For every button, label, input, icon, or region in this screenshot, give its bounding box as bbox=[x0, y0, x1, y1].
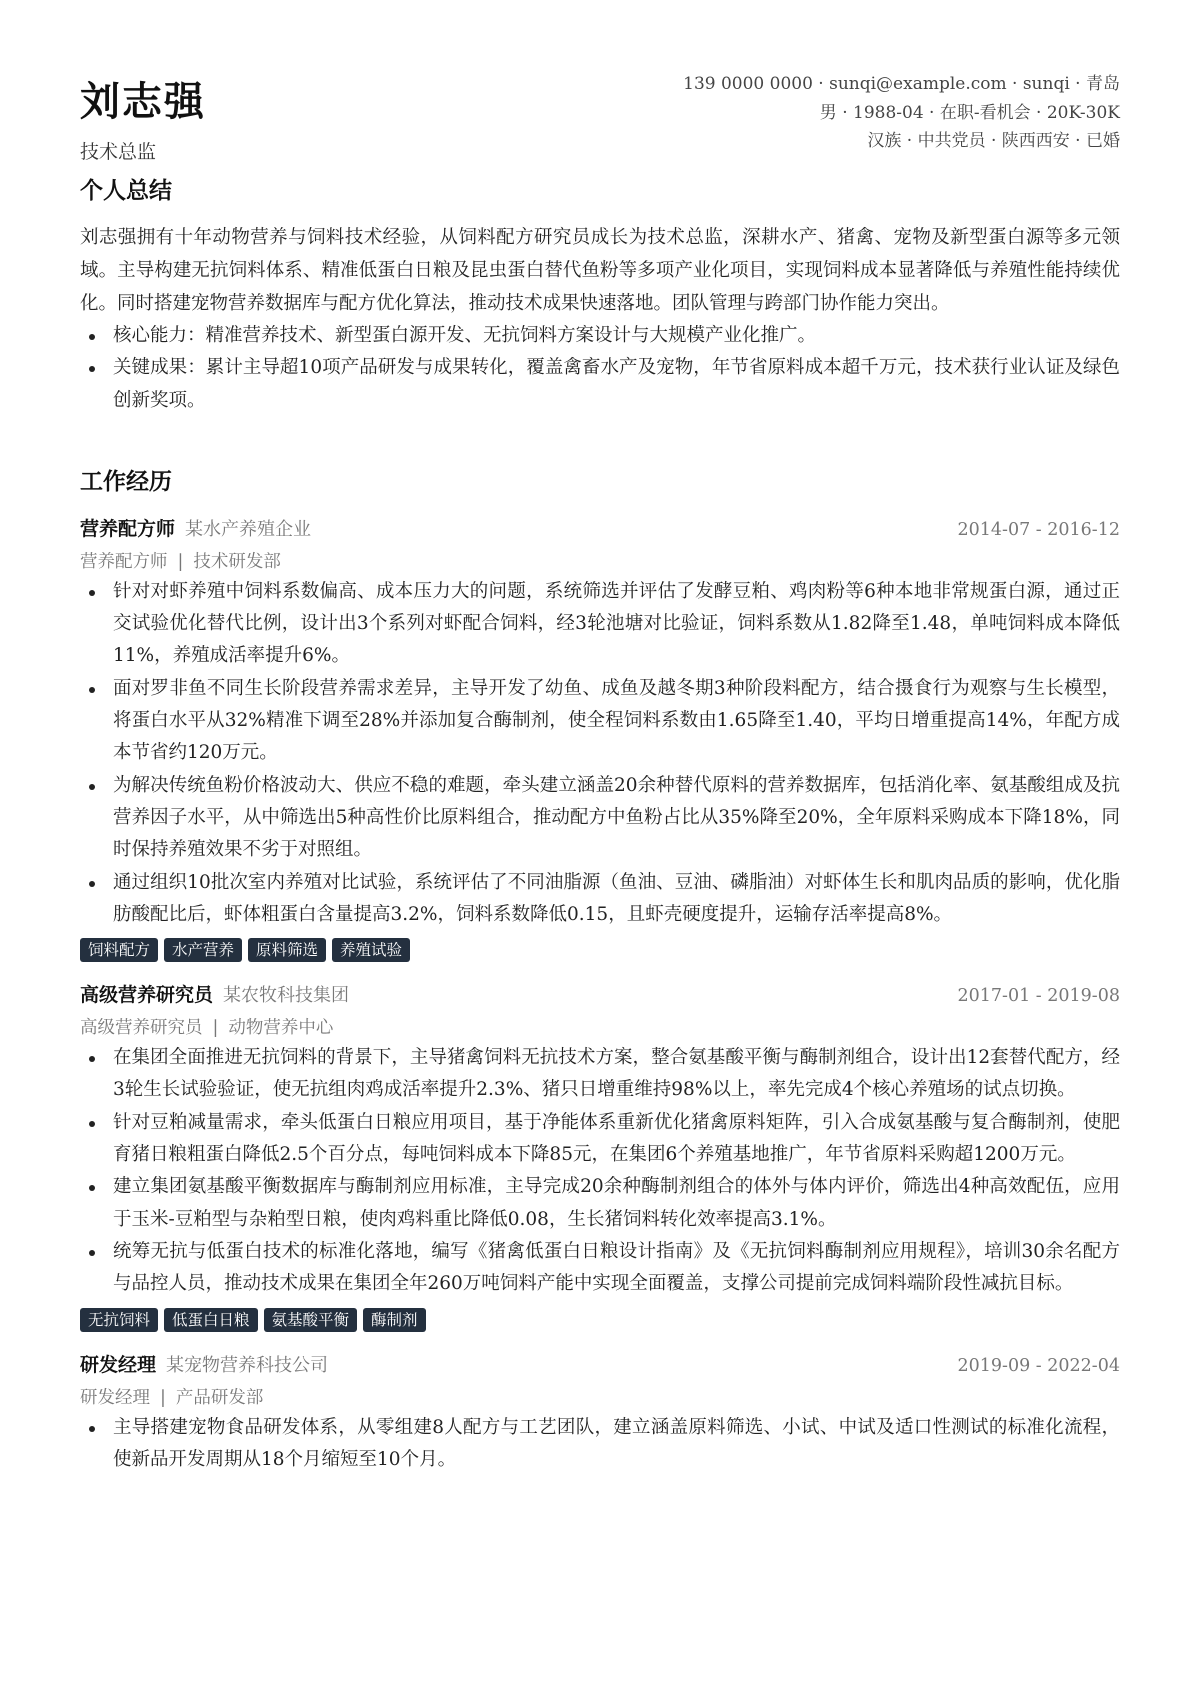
job-bullets bbox=[80, 576, 1120, 931]
job-position: 高级营养研究员 bbox=[80, 984, 214, 1007]
job-position: 营养配方师 bbox=[80, 517, 176, 540]
job-header bbox=[80, 980, 1120, 1008]
job-entry bbox=[80, 1350, 1120, 1477]
skill-tag: 氨基酸平衡 bbox=[264, 1308, 358, 1332]
skill-tag: 养殖试验 bbox=[332, 938, 410, 962]
job-bullet: 为解决传统鱼粉价格波动大、供应不稳的难题，牵头建立涵盖20余种替代原料的营养数据库，包括消化率、氨基酸组成及抗营养因子水平，从中筛选出5种高性价比原料组合，推动配方中鱼粉占比从35%降至20%，全年原料采购成本下降18%，同时保持养殖效果不劣于对照组。 bbox=[80, 770, 1120, 867]
job-company: 某农牧科技集团 bbox=[223, 985, 350, 1007]
skill-tag: 无抗饲料 bbox=[80, 1308, 158, 1332]
job-bullets bbox=[80, 1042, 1120, 1300]
job-company: 某水产养殖企业 bbox=[185, 518, 312, 540]
skill-tag: 水产营养 bbox=[164, 938, 242, 962]
skill-tag: 酶制剂 bbox=[363, 1308, 426, 1332]
summary-bullet: 关键成果：累计主导超10项产品研发与成果转化，覆盖禽畜水产及宠物，年节省原料成本超千万元，技术获行业认证及绿色创新奖项。 bbox=[80, 352, 1120, 417]
job-title-headline: 技术总监 bbox=[80, 141, 157, 163]
job-department: 动物营养中心 bbox=[228, 1018, 334, 1039]
skill-tags bbox=[80, 938, 1120, 962]
skill-tag: 低蛋白日粮 bbox=[164, 1308, 258, 1332]
job-department: 产品研发部 bbox=[175, 1387, 264, 1408]
job-role: 高级营养研究员 bbox=[80, 1018, 203, 1039]
contact-info bbox=[683, 70, 1120, 156]
contact-line: 139 0000 0000 · sunqi@example.com · sunqi · 青岛 bbox=[683, 74, 1120, 94]
summary-bullet: 核心能力：精准营养技术、新型蛋白源开发、无抗饲料方案设计与大规模产业化推广。 bbox=[80, 320, 1120, 352]
job-bullet: 主导搭建宠物食品研发体系，从零组建8人配方与工艺团队，建立涵盖原料筛选、小试、中试及适口性测试的标准化流程，使新品开发周期从18个月缩短至10个月。 bbox=[80, 1412, 1120, 1477]
skill-tag: 原料筛选 bbox=[248, 938, 326, 962]
job-bullets bbox=[80, 1412, 1120, 1477]
job-date: 2019-09 - 2022-04 bbox=[957, 1355, 1120, 1376]
work-heading: 工作经历 bbox=[80, 467, 172, 495]
job-company: 某宠物营养科技公司 bbox=[166, 1354, 329, 1376]
resume-header bbox=[80, 0, 1120, 151]
job-header bbox=[80, 1350, 1120, 1378]
job-bullet: 在集团全面推进无抗饲料的背景下，主导猪禽饲料无抗技术方案，整合氨基酸平衡与酶制剂组合，设计出12套替代配方，经3轮生长试验验证，使无抗组肉鸡成活率提升2.3%、猪只日增重维持98%以上，率先完成4个核心养殖场的试点切换。 bbox=[80, 1042, 1120, 1107]
separator: | bbox=[212, 1018, 219, 1039]
separator: | bbox=[177, 551, 184, 572]
summary-heading: 个人总结 bbox=[80, 177, 172, 204]
skill-tags bbox=[80, 1308, 1120, 1332]
summary-paragraph: 刘志强拥有十年动物营养与饲料技术经验，从饲料配方研究员成长为技术总监，深耕水产、猪禽、宠物及新型蛋白源等多元领域。主导构建无抗饲料体系、精准低蛋白日粮及昆虫蛋白替代鱼粉等多项产业化项目，实现饲料成本显著降低与养殖性能持续优化。同时搭建宠物营养数据库与配方优化算法，推动技术成果快速落地。团队管理与跨部门协作能力突出。 bbox=[80, 227, 1120, 314]
contact-line: 男 · 1988-04 · 在职-看机会 · 20K-30K bbox=[819, 102, 1120, 123]
job-subline bbox=[80, 1014, 1120, 1042]
job-bullet: 针对豆粕减量需求，牵头低蛋白日粮应用项目，基于净能体系重新优化猪禽原料矩阵，引入合成氨基酸与复合酶制剂，使肥育猪日粮粗蛋白降低2.5个百分点，每吨饲料成本下降85元，在集团6个养殖基地推广，年节省原料采购超1200万元。 bbox=[80, 1107, 1120, 1172]
job-header bbox=[80, 514, 1120, 542]
job-bullet: 面对罗非鱼不同生长阶段营养需求差异，主导开发了幼鱼、成鱼及越冬期3种阶段料配方，结合摄食行为观察与生长模型，将蛋白水平从32%精准下调至28%并添加复合酶制剂，使全程饲料系数由1.65降至1.40，平均日增重提高14%，年配方成本节省约120万元。 bbox=[80, 673, 1120, 770]
job-entry bbox=[80, 980, 1120, 1331]
job-date: 2014-07 - 2016-12 bbox=[957, 519, 1120, 540]
skill-tag: 饲料配方 bbox=[80, 938, 158, 962]
job-bullet: 建立集团氨基酸平衡数据库与酶制剂应用标准，主导完成20余种酶制剂组合的体外与体内评价，筛选出4种高效配伍，应用于玉米-豆粕型与杂粕型日粮，使肉鸡料重比降低0.08，生长猪饲料转化效率提高3.1%。 bbox=[80, 1171, 1120, 1236]
summary-bullets bbox=[80, 320, 1120, 417]
contact-line: 汉族 · 中共党员 · 陕西西安 · 已婚 bbox=[867, 131, 1120, 151]
separator: | bbox=[160, 1387, 166, 1408]
job-bullet: 针对对虾养殖中饲料系数偏高、成本压力大的问题，系统筛选并评估了发酵豆粕、鸡肉粉等6种本地非常规蛋白源，通过正交试验优化替代比例，设计出3个系列对虾配合饲料，经3轮池塘对比验证，饲料系数从1.82降至1.48，单吨饲料成本降低11%，养殖成活率提升6%。 bbox=[80, 576, 1120, 673]
job-subline bbox=[80, 548, 1120, 576]
job-department: 技术研发部 bbox=[193, 551, 281, 572]
job-subline bbox=[80, 1384, 1120, 1412]
job-position: 研发经理 bbox=[80, 1353, 157, 1376]
job-role: 研发经理 bbox=[80, 1387, 150, 1408]
job-bullet: 统筹无抗与低蛋白技术的标准化落地，编写《猪禽低蛋白日粮设计指南》及《无抗饲料酶制剂应用规程》，培训30余名配方与品控人员，推动技术成果在集团全年260万吨饲料产能中实现全面覆盖，支撑公司提前完成饲料端阶段性减抗目标。 bbox=[80, 1236, 1120, 1301]
job-entry bbox=[80, 514, 1120, 962]
job-bullet: 通过组织10批次室内养殖对比试验，系统评估了不同油脂源（鱼油、豆油、磷脂油）对虾体生长和肌肉品质的影响，优化脂肪酸配比后，虾体粗蛋白含量提高3.2%，饲料系数降低0.15，且虾壳硬度提升，运输存活率提高8%。 bbox=[80, 867, 1120, 932]
job-role: 营养配方师 bbox=[80, 551, 168, 572]
job-date: 2017-01 - 2019-08 bbox=[957, 986, 1120, 1007]
candidate-name: 刘志强 bbox=[80, 78, 206, 125]
